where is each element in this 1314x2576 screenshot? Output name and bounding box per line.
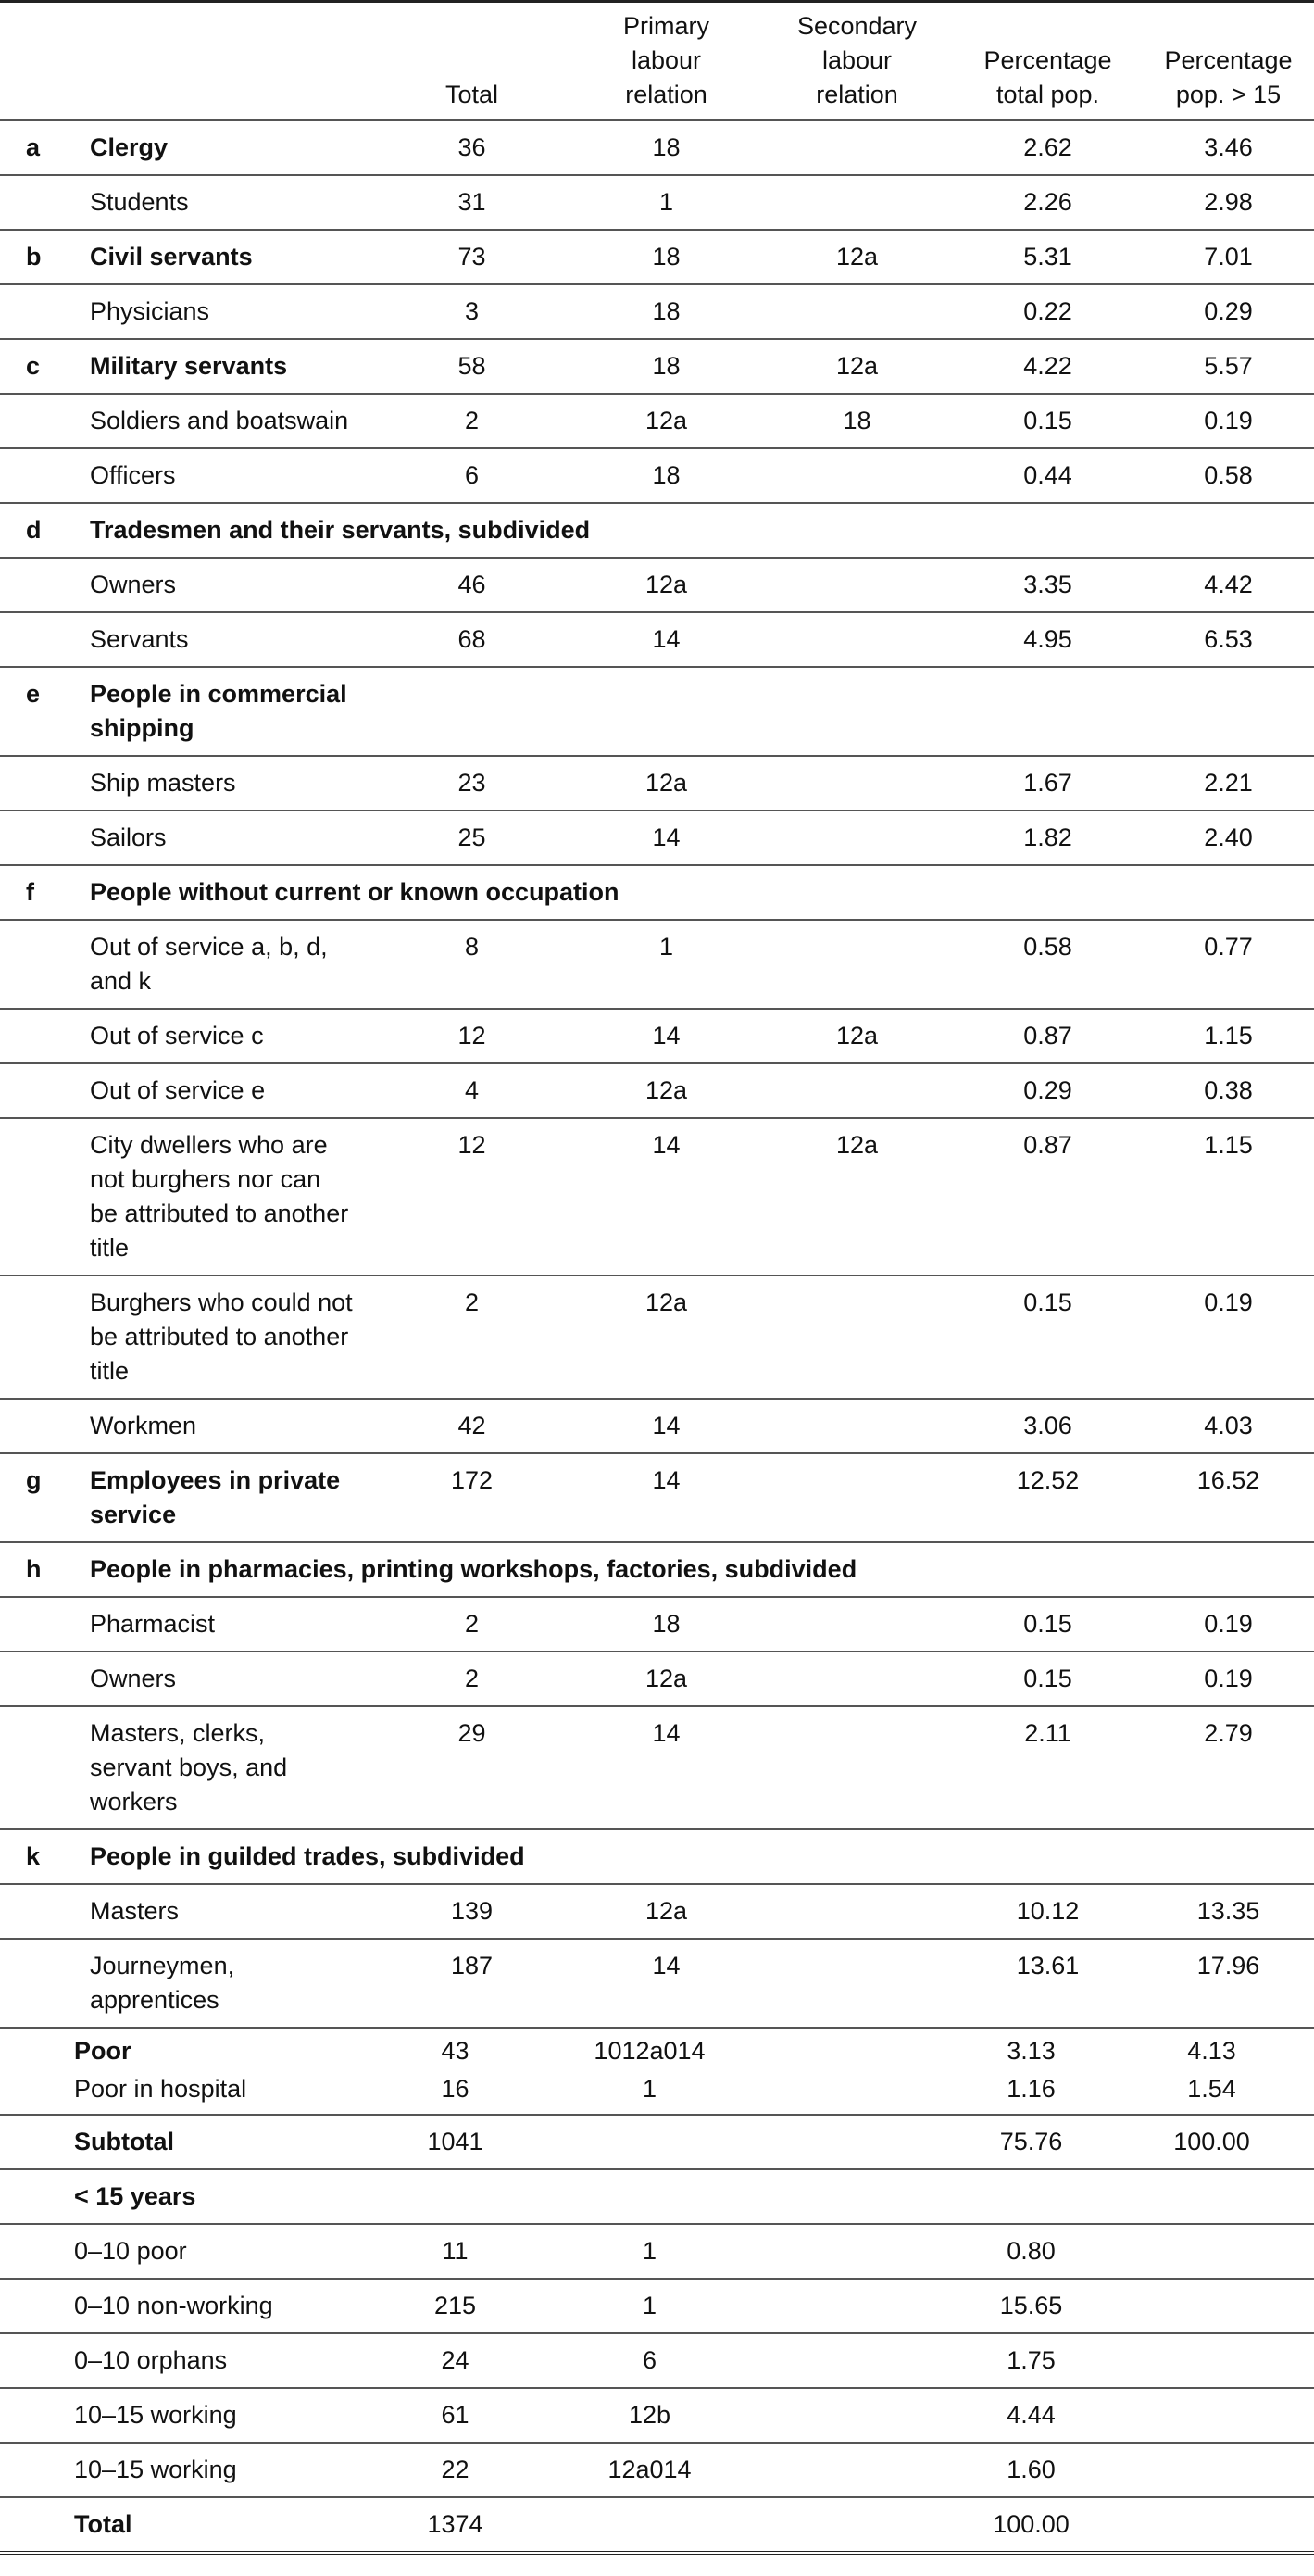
row-label: Officers [90, 461, 176, 489]
cell-secondary [761, 2224, 953, 2279]
cell-pct-over15: 2.40 [1204, 823, 1253, 851]
cell-secondary [761, 558, 953, 612]
cell-pct-total: 12.52 [1016, 1466, 1080, 1494]
row-letter [0, 394, 90, 448]
cell-pct-total: 0.29 [1023, 1076, 1072, 1104]
header-total-text: Total [444, 81, 499, 108]
row-label: City dwellers who are not burghers nor can be attributed to another title [90, 1131, 349, 1262]
cell-pct-total: 0.58 [1023, 933, 1072, 961]
cell-pct-over15: 2.79 [1204, 1719, 1253, 1747]
cell-total: 23 [457, 769, 486, 797]
cell-total: 68 [457, 625, 486, 653]
cell-pct-total: 0.87 [1023, 1022, 1072, 1049]
table-row [0, 1597, 1314, 1652]
cell-secondary: 12a [835, 352, 879, 380]
row-label: People in commercial shipping [90, 680, 347, 742]
table-row [0, 2169, 1314, 2224]
header-label [90, 2, 372, 121]
cell-secondary [761, 1453, 953, 1542]
cell-primary: 18 [652, 133, 681, 161]
cell-secondary [761, 2115, 953, 2169]
cell-primary: 1 [642, 2075, 657, 2103]
header-pct-over15-line1: Percentage [1164, 46, 1293, 74]
cell-pct-over15 [1143, 2169, 1314, 2224]
cell-primary: 18 [652, 297, 681, 325]
cell-primary [571, 2497, 761, 2553]
cell-secondary [761, 2028, 953, 2072]
cell-primary: 12a014 [607, 2456, 692, 2483]
cell-pct-over15: 17.96 [1196, 1952, 1260, 1979]
header-secondary-line1: Secondary [796, 12, 918, 40]
table-row [0, 1884, 1314, 1939]
row-label: Students [90, 188, 189, 216]
cell-secondary [761, 667, 953, 756]
row-letter [0, 1597, 90, 1652]
cell-secondary [761, 2388, 953, 2443]
cell-total: 29 [457, 1719, 486, 1747]
cell-total: 61 [441, 2401, 469, 2429]
cell-primary: 18 [652, 243, 681, 270]
cell-pct-total: 1.67 [1023, 769, 1072, 797]
cell-pct-total: 4.44 [1007, 2401, 1056, 2429]
cell-total: 11 [442, 2237, 469, 2265]
cell-pct-over15: 100.00 [1173, 2128, 1250, 2155]
table-row [0, 175, 1314, 230]
table-row [0, 2224, 1314, 2279]
cell-secondary: 12a [835, 243, 879, 270]
row-label: Out of service a, b, d, and k [90, 933, 328, 995]
row-label: Owners [90, 1665, 177, 1692]
row-letter: h [26, 1555, 42, 1583]
table-row [0, 1652, 1314, 1706]
row-letter: b [26, 243, 42, 270]
cell-pct-total: 0.44 [1023, 461, 1072, 489]
row-label: Out of service c [90, 1022, 264, 1049]
header-secondary [761, 2, 953, 121]
cell-total: 8 [464, 933, 480, 961]
cell-secondary [761, 1063, 953, 1118]
row-letter: g [26, 1466, 42, 1494]
cell-primary [571, 2169, 761, 2224]
row-label: 0–10 orphans [74, 2346, 228, 2374]
row-letter: e [26, 680, 41, 708]
cell-total: 36 [457, 133, 486, 161]
row-letter: k [26, 1842, 41, 1870]
cell-pct-total: 0.15 [1023, 1665, 1072, 1692]
row-letter [0, 810, 90, 865]
cell-pct-total: 0.80 [1007, 2237, 1056, 2265]
cell-total: 58 [457, 352, 486, 380]
row-letter [0, 1063, 90, 1118]
cell-primary: 14 [652, 1412, 681, 1439]
header-pct-over15-line2: pop. > 15 [1175, 81, 1282, 108]
cell-pct-over15: 0.38 [1204, 1076, 1253, 1104]
cell-secondary [761, 175, 953, 230]
row-label: 10–15 working [74, 2456, 237, 2483]
cell-pct-over15: 0.19 [1204, 1610, 1253, 1638]
section-heading: People in pharmacies, printing workshops, factories, subdivided [90, 1555, 857, 1583]
cell-pct-total: 15.65 [999, 2292, 1063, 2319]
cell-pct-total: 100.00 [993, 2510, 1070, 2538]
cell-secondary: 12a [835, 1131, 879, 1159]
cell-primary: 14 [652, 823, 681, 851]
cell-secondary [761, 1597, 953, 1652]
row-letter [0, 1652, 90, 1706]
table-row [0, 448, 1314, 503]
row-letter [0, 1706, 90, 1829]
table-row [0, 920, 1314, 1009]
cell-pct-total: 1.60 [1007, 2456, 1056, 2483]
header-pct-total-line2: total pop. [995, 81, 1100, 108]
cell-primary: 12a [644, 407, 688, 434]
table-row [0, 1453, 1314, 1542]
cell-total: 6 [464, 461, 480, 489]
cell-pct-total: 1.16 [1007, 2075, 1056, 2103]
cell-primary: 1 [658, 933, 674, 961]
cell-primary: 18 [652, 461, 681, 489]
row-letter: a [26, 133, 41, 161]
cell-pct-over15: 1.15 [1204, 1022, 1253, 1049]
cell-pct-total: 0.87 [1023, 1131, 1072, 1159]
row-label: Physicians [90, 297, 210, 325]
cell-pct-over15: 2.98 [1204, 188, 1253, 216]
table-row [0, 2333, 1314, 2388]
cell-primary: 12a [644, 1897, 688, 1925]
table-section-row [0, 1542, 1314, 1597]
header-primary [571, 2, 761, 121]
row-letter [0, 756, 90, 810]
cell-total: 2 [464, 1610, 480, 1638]
row-label: Soldiers and boatswain [90, 407, 349, 434]
cell-total: 2 [464, 1665, 480, 1692]
row-label: Out of service e [90, 1076, 266, 1104]
cell-secondary [761, 1884, 953, 1939]
cell-primary: 14 [652, 1719, 681, 1747]
cell-primary: 1 [642, 2237, 657, 2265]
cell-pct-over15: 4.13 [1187, 2037, 1236, 2065]
cell-total [372, 667, 571, 756]
table-row [0, 1939, 1314, 2028]
row-label: Poor in hospital [74, 2075, 247, 2103]
cell-pct-total: 3.13 [1007, 2037, 1056, 2065]
cell-total: 43 [441, 2037, 469, 2065]
row-label: Servants [90, 625, 189, 653]
cell-secondary [761, 756, 953, 810]
cell-pct-over15 [1143, 2224, 1314, 2279]
cell-primary: 18 [652, 1610, 681, 1638]
row-letter [0, 1939, 90, 2028]
cell-primary: 12a [644, 769, 688, 797]
row-letter [0, 1275, 90, 1399]
header-primary-line2: labour [631, 46, 702, 74]
cell-primary: 1 [658, 188, 674, 216]
table-row [0, 1009, 1314, 1063]
table-row [0, 2115, 1314, 2169]
row-letter [0, 448, 90, 503]
cell-primary: 6 [642, 2346, 657, 2374]
table-section-row [0, 503, 1314, 558]
cell-pct-over15 [1143, 2279, 1314, 2333]
cell-pct-over15: 1.15 [1204, 1131, 1253, 1159]
cell-total: 73 [457, 243, 486, 270]
cell-pct-over15: 0.77 [1204, 933, 1253, 961]
cell-primary: 14 [652, 1022, 681, 1049]
cell-secondary [761, 1652, 953, 1706]
cell-secondary [761, 2279, 953, 2333]
cell-pct-over15: 1.54 [1187, 2075, 1236, 2103]
cell-total: 187 [450, 1952, 494, 1979]
cell-secondary [761, 1706, 953, 1829]
cell-pct-over15: 0.19 [1204, 1288, 1253, 1316]
cell-total [372, 2169, 571, 2224]
cell-secondary [761, 2169, 953, 2224]
cell-primary: 12a [644, 571, 688, 598]
cell-total: 2 [464, 407, 480, 434]
cell-total: 172 [450, 1466, 494, 1494]
row-label: Employees in private service [90, 1466, 341, 1528]
header-letter [0, 2, 90, 121]
cell-total: 25 [457, 823, 486, 851]
table-header-row [0, 2, 1314, 121]
cell-total: 42 [457, 1412, 486, 1439]
table-row [0, 339, 1314, 394]
row-letter [0, 558, 90, 612]
table-row [0, 2388, 1314, 2443]
row-label: Workmen [90, 1412, 197, 1439]
cell-pct-total: 1.75 [1007, 2346, 1056, 2374]
cell-total: 16 [441, 2075, 469, 2103]
cell-total: 12 [457, 1022, 486, 1049]
cell-primary: 12b [628, 2401, 671, 2429]
cell-secondary: 12a [835, 1022, 879, 1049]
cell-secondary [761, 2443, 953, 2497]
row-label: 0–10 non-working [74, 2292, 273, 2319]
cell-total: 139 [450, 1897, 494, 1925]
cell-secondary [761, 1399, 953, 1453]
row-label: Clergy [90, 133, 169, 161]
row-letter [0, 920, 90, 1009]
table-row [0, 284, 1314, 339]
table-row [0, 2443, 1314, 2497]
cell-primary: 12a [644, 1665, 688, 1692]
header-pct-over15 [1143, 2, 1314, 121]
cell-secondary [761, 1275, 953, 1399]
cell-pct-over15: 3.46 [1204, 133, 1253, 161]
row-label: Total [74, 2510, 132, 2538]
cell-pct-total: 4.22 [1023, 352, 1072, 380]
cell-secondary [761, 120, 953, 175]
cell-pct-over15: 13.35 [1196, 1897, 1260, 1925]
header-pct-total [953, 2, 1143, 121]
row-letter: d [26, 516, 42, 544]
table-row [0, 1399, 1314, 1453]
cell-pct-over15 [1143, 2333, 1314, 2388]
cell-secondary [761, 1939, 953, 2028]
row-letter [0, 612, 90, 667]
cell-primary: 14 [652, 1952, 681, 1979]
cell-pct-total: 5.31 [1023, 243, 1072, 270]
row-letter [0, 1118, 90, 1275]
row-label: Subtotal [74, 2128, 174, 2155]
row-letter [0, 1399, 90, 1453]
cell-total: 1041 [427, 2128, 483, 2155]
cell-pct-total: 10.12 [1016, 1897, 1080, 1925]
cell-primary: 18 [652, 352, 681, 380]
row-label: Masters, clerks, servant boys, and workers [90, 1719, 288, 1816]
cell-primary: 14 [652, 1131, 681, 1159]
cell-total: 31 [457, 188, 486, 216]
header-secondary-line2: labour [821, 46, 893, 74]
cell-pct-over15 [1143, 2443, 1314, 2497]
cell-secondary [761, 920, 953, 1009]
cell-primary: 12a [644, 1076, 688, 1104]
cell-total: 12 [457, 1131, 486, 1159]
row-label: Sailors [90, 823, 167, 851]
cell-primary: 1012a014 [594, 2037, 706, 2065]
section-heading: Tradesmen and their servants, subdivided [90, 516, 591, 544]
row-label: Poor [74, 2037, 131, 2065]
row-label: < 15 years [74, 2182, 196, 2210]
cell-pct-total: 0.15 [1023, 1610, 1072, 1638]
cell-pct-total: 2.62 [1023, 133, 1072, 161]
cell-secondary [761, 2333, 953, 2388]
cell-total: 24 [441, 2346, 469, 2374]
cell-primary [571, 667, 761, 756]
section-heading: People without current or known occupation [90, 878, 619, 906]
row-label: 0–10 poor [74, 2237, 187, 2265]
cell-pct-over15: 5.57 [1204, 352, 1253, 380]
cell-pct-total: 2.11 [1024, 1719, 1071, 1747]
cell-pct-over15 [1143, 2497, 1314, 2553]
cell-primary: 12a [644, 1288, 688, 1316]
cell-pct-total: 4.95 [1023, 625, 1072, 653]
row-letter [0, 1009, 90, 1063]
row-letter: f [26, 878, 34, 906]
row-letter: c [26, 352, 41, 380]
cell-pct-over15: 0.58 [1204, 461, 1253, 489]
row-label: Masters [90, 1897, 180, 1925]
row-label: Pharmacist [90, 1610, 216, 1638]
cell-pct-total: 0.15 [1023, 407, 1072, 434]
cell-total: 3 [464, 297, 480, 325]
table-row [0, 2072, 1314, 2115]
table-row [0, 667, 1314, 756]
cell-pct-over15: 16.52 [1196, 1466, 1260, 1494]
cell-primary [571, 2115, 761, 2169]
cell-pct-total [953, 2169, 1143, 2224]
cell-pct-total: 2.26 [1023, 188, 1072, 216]
header-primary-line3: relation [625, 81, 707, 108]
header-primary-line1: Primary [623, 12, 709, 40]
row-label: Burghers who could not be attributed to another title [90, 1288, 353, 1385]
cell-pct-total [953, 667, 1143, 756]
table-row [0, 230, 1314, 284]
cell-primary: 14 [652, 625, 681, 653]
cell-primary: 14 [652, 1466, 681, 1494]
table-row [0, 1063, 1314, 1118]
cell-pct-over15 [1143, 667, 1314, 756]
table-row [0, 810, 1314, 865]
cell-pct-over15 [1143, 2388, 1314, 2443]
header-pct-total-line1: Percentage [983, 46, 1112, 74]
cell-secondary [761, 2497, 953, 2553]
row-label: Owners [90, 571, 177, 598]
cell-pct-total: 3.35 [1023, 571, 1072, 598]
header-secondary-line3: relation [816, 81, 898, 108]
cell-secondary [761, 284, 953, 339]
cell-pct-over15: 0.19 [1204, 407, 1253, 434]
table-section-row [0, 865, 1314, 920]
cell-secondary [761, 2072, 953, 2115]
table-row [0, 2497, 1314, 2553]
table-body [0, 120, 1314, 2553]
cell-total: 2 [464, 1288, 480, 1316]
cell-pct-over15: 0.29 [1204, 297, 1253, 325]
cell-secondary [761, 448, 953, 503]
cell-total: 4 [464, 1076, 480, 1104]
table-row [0, 394, 1314, 448]
cell-pct-total: 0.15 [1023, 1288, 1072, 1316]
table-row [0, 756, 1314, 810]
cell-total: 22 [441, 2456, 469, 2483]
table-row [0, 1118, 1314, 1275]
cell-pct-over15: 6.53 [1204, 625, 1253, 653]
row-label: Civil servants [90, 243, 253, 270]
row-label: 10–15 working [74, 2401, 237, 2429]
cell-pct-over15: 7.01 [1204, 243, 1253, 270]
row-label: Journeymen, apprentices [90, 1952, 235, 2014]
table-row [0, 612, 1314, 667]
cell-pct-total: 75.76 [999, 2128, 1063, 2155]
header-total [372, 2, 571, 121]
table-row [0, 120, 1314, 175]
cell-pct-total: 0.22 [1023, 297, 1072, 325]
table-section-row [0, 1829, 1314, 1884]
cell-pct-over15: 4.03 [1204, 1412, 1253, 1439]
cell-total: 215 [433, 2292, 477, 2319]
table-row [0, 558, 1314, 612]
row-letter [0, 175, 90, 230]
cell-secondary [761, 810, 953, 865]
cell-primary: 1 [642, 2292, 657, 2319]
cell-pct-total: 1.82 [1023, 823, 1072, 851]
cell-total: 46 [457, 571, 486, 598]
cell-secondary: 18 [843, 407, 871, 434]
cell-total: 1374 [427, 2510, 483, 2538]
table-row [0, 1275, 1314, 1399]
cell-pct-over15: 4.42 [1204, 571, 1253, 598]
cell-pct-total: 13.61 [1016, 1952, 1080, 1979]
table-row [0, 2279, 1314, 2333]
row-letter [0, 284, 90, 339]
section-heading: People in guilded trades, subdivided [90, 1842, 525, 1870]
cell-pct-over15: 0.19 [1204, 1665, 1253, 1692]
cell-pct-over15: 2.21 [1204, 769, 1253, 797]
table-row [0, 2028, 1314, 2072]
table-row [0, 1706, 1314, 1829]
row-label: Ship masters [90, 769, 236, 797]
row-letter [0, 1884, 90, 1939]
cell-secondary [761, 612, 953, 667]
cell-pct-total: 3.06 [1023, 1412, 1072, 1439]
row-label: Military servants [90, 352, 288, 380]
